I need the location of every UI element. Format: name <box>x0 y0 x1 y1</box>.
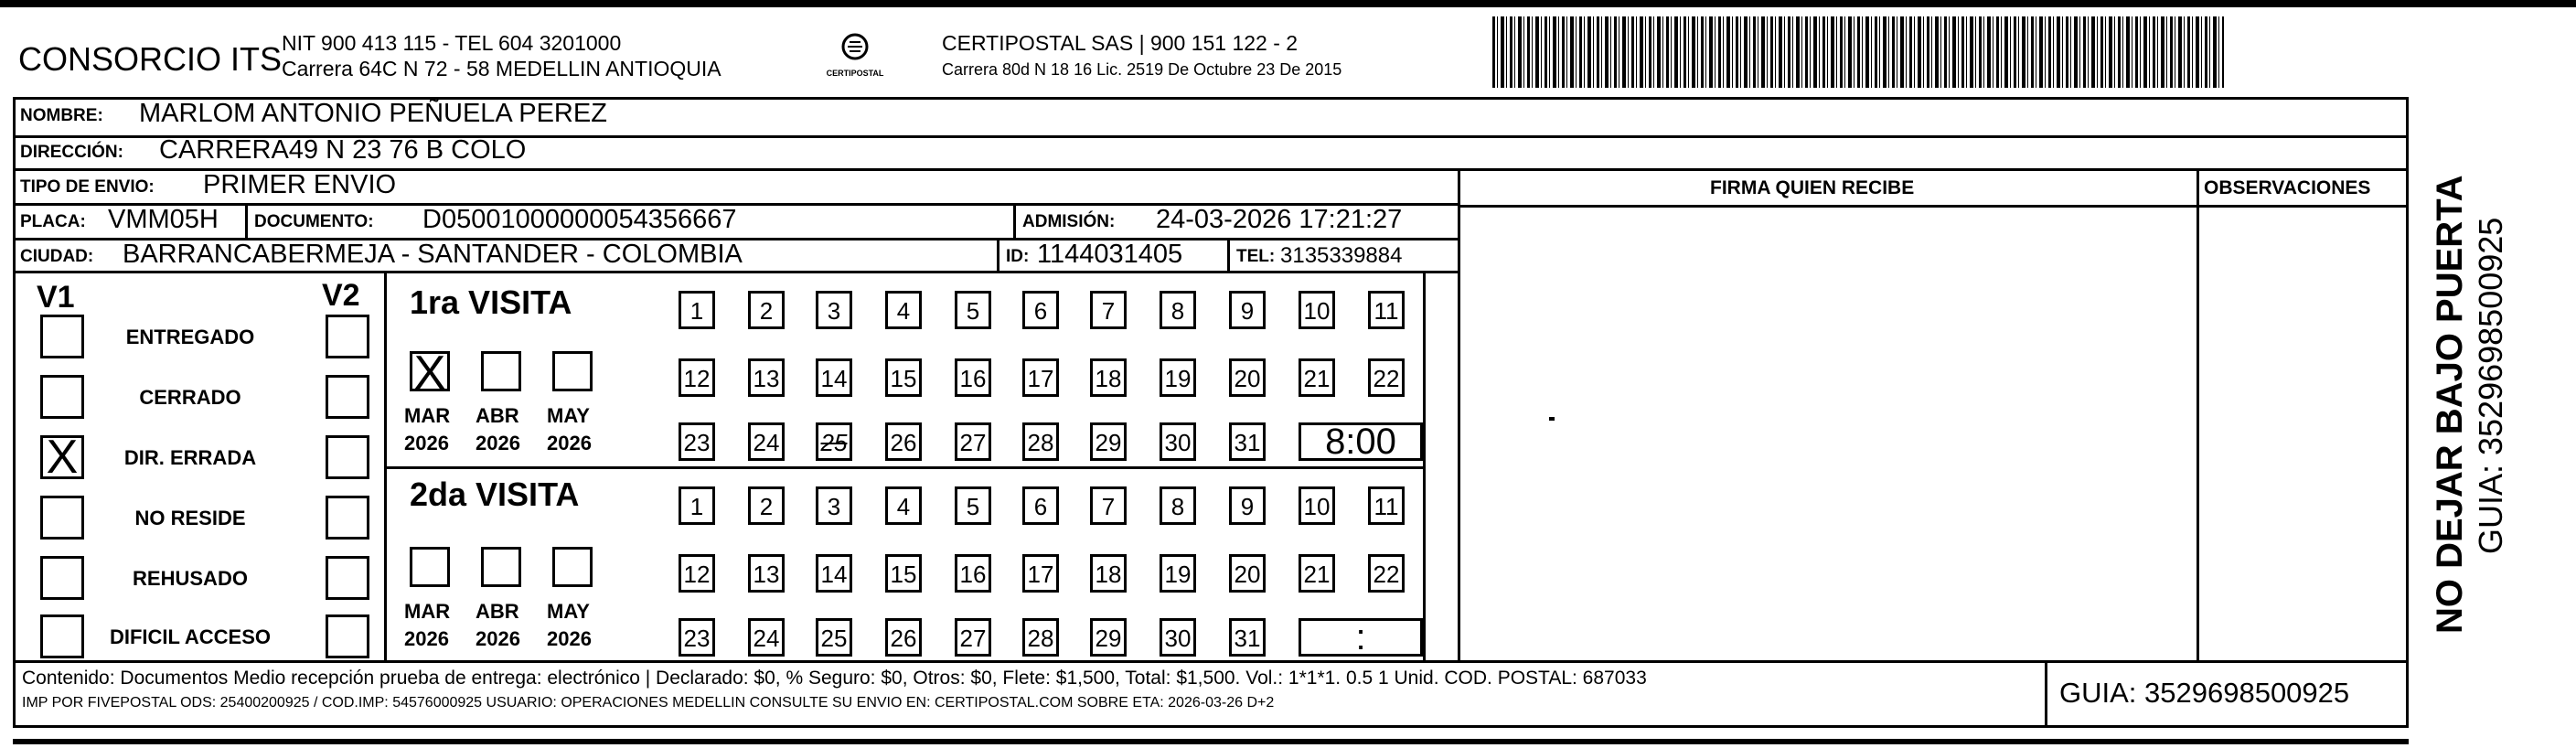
col-line <box>1013 203 1016 240</box>
first-visit-year-label: 2026 <box>547 432 592 454</box>
v1-checkbox[interactable] <box>40 375 84 419</box>
second-visit-day[interactable]: 6 <box>1022 486 1059 525</box>
second-visit-month-label: MAR <box>404 600 451 623</box>
v2-checkbox[interactable] <box>326 556 369 600</box>
row-line <box>13 271 1458 273</box>
tel-label: TEL: <box>1236 247 1276 266</box>
barcode <box>1492 16 2224 88</box>
second-visit-day[interactable]: 11 <box>1368 486 1405 525</box>
second-visit-day[interactable]: 10 <box>1299 486 1335 525</box>
placa-label: PLACA: <box>20 212 86 231</box>
first-visit-time-box[interactable]: 8:00 <box>1299 422 1423 461</box>
second-visit-month-checkbox[interactable] <box>552 547 593 587</box>
second-visit-day[interactable]: 28 <box>1022 618 1059 657</box>
logo-text: CERTIPOSTAL <box>826 69 884 78</box>
v1-label: V1 <box>37 280 75 315</box>
second-visit-day[interactable]: 27 <box>955 618 991 657</box>
second-visit-day[interactable]: 7 <box>1090 486 1127 525</box>
second-visit-day[interactable]: 4 <box>885 486 922 525</box>
second-visit-title: 2da VISITA <box>410 476 580 513</box>
first-visit-day[interactable]: 22 <box>1368 358 1405 397</box>
firma-header: FIRMA QUIEN RECIBE <box>1710 177 1915 198</box>
first-visit-month-label: MAR <box>404 404 451 427</box>
v2-label: V2 <box>322 278 360 313</box>
guia-box-line <box>2045 660 2047 728</box>
v2-checkbox[interactable] <box>326 614 369 658</box>
v1-checkbox[interactable]: X <box>40 435 84 479</box>
tel-value: 3135339884 <box>1280 243 1403 268</box>
second-visit-day[interactable]: 12 <box>679 554 715 593</box>
second-visit-year-label: 2026 <box>404 627 449 650</box>
v2-checkbox[interactable] <box>326 496 369 540</box>
v1-checkbox[interactable] <box>40 496 84 540</box>
first-visit-title: 1ra VISITA <box>410 283 572 321</box>
first-visit-day[interactable]: 10 <box>1299 291 1335 329</box>
status-label: CERRADO <box>139 386 241 409</box>
v2-checkbox[interactable] <box>326 375 369 419</box>
col-line <box>1458 168 1460 662</box>
status-label: DIR. ERRADA <box>123 446 257 469</box>
first-visit-day[interactable]: 20 <box>1229 358 1266 397</box>
nombre-value: MARLOM ANTONIO PEÑUELA PEREZ <box>139 99 607 128</box>
first-visit-day[interactable]: 27 <box>955 422 991 461</box>
first-visit-day[interactable]: 9 <box>1229 291 1266 329</box>
placa-value: VMM05H <box>108 205 219 234</box>
first-visit-day[interactable]: 19 <box>1160 358 1196 397</box>
second-visit-day[interactable]: 8 <box>1160 486 1196 525</box>
col-line <box>245 203 248 240</box>
second-visit-day[interactable]: 23 <box>679 618 715 657</box>
first-visit-day[interactable]: 29 <box>1090 422 1127 461</box>
first-visit-day[interactable]: 18 <box>1090 358 1127 397</box>
cert-line-1: CERTIPOSTAL SAS | 900 151 122 - 2 <box>942 31 1299 55</box>
row-line <box>1458 205 2409 208</box>
second-visit-day[interactable]: 21 <box>1299 554 1335 593</box>
tipo-envio-label: TIPO DE ENVIO: <box>20 177 155 197</box>
second-visit-day[interactable]: 2 <box>748 486 785 525</box>
second-visit-day[interactable]: 3 <box>816 486 852 525</box>
first-visit-day[interactable]: 3 <box>816 291 852 329</box>
second-visit-month-label: MAY <box>547 600 590 623</box>
row-line <box>13 660 2409 663</box>
second-visit-day[interactable]: 24 <box>748 618 785 657</box>
second-visit-day[interactable]: 1 <box>679 486 715 525</box>
first-visit-month-label: MAY <box>547 404 590 427</box>
v1-checkbox[interactable] <box>40 614 84 658</box>
second-visit-day[interactable]: 31 <box>1229 618 1266 657</box>
first-visit-day[interactable]: 6 <box>1022 291 1059 329</box>
company-nit: NIT 900 413 115 - TEL 604 3201000 <box>282 31 622 55</box>
bottom-border <box>13 739 2409 744</box>
visit-divider <box>384 466 1425 469</box>
first-visit-day[interactable]: 15 <box>885 358 922 397</box>
cert-line-2: Carrera 80d N 18 16 Lic. 2519 De Octubre 23 De 2015 <box>942 60 1342 79</box>
certipostal-logo <box>814 33 896 84</box>
first-visit-day[interactable]: 31 <box>1229 422 1266 461</box>
company-name: CONSORCIO ITS <box>18 40 283 78</box>
documento-label: DOCUMENTO: <box>254 212 374 231</box>
first-visit-day[interactable]: 30 <box>1160 422 1196 461</box>
first-visit-day[interactable]: 17 <box>1022 358 1059 397</box>
first-visit-month-checkbox[interactable]: X <box>410 351 450 391</box>
documento-value: D05001000000054356667 <box>422 205 737 234</box>
second-visit-day[interactable]: 29 <box>1090 618 1127 657</box>
first-visit-day[interactable]: 23 <box>679 422 715 461</box>
direccion-value: CARRERA49 N 23 76 B COLO <box>159 135 527 165</box>
signature-dot <box>1549 417 1555 421</box>
first-visit-day[interactable]: 16 <box>955 358 991 397</box>
nombre-label: NOMBRE: <box>20 106 103 125</box>
second-visit-day[interactable]: 26 <box>885 618 922 657</box>
col-line <box>2197 168 2199 662</box>
first-visit-day[interactable]: 21 <box>1299 358 1335 397</box>
first-visit-day[interactable]: 14 <box>816 358 852 397</box>
status-label: REHUSADO <box>133 567 248 590</box>
second-visit-day[interactable]: 18 <box>1090 554 1127 593</box>
second-visit-day[interactable]: 15 <box>885 554 922 593</box>
second-visit-day[interactable]: 16 <box>955 554 991 593</box>
status-label: DIFICIL ACCESO <box>109 625 271 648</box>
second-visit-time-box[interactable]: : <box>1299 618 1423 657</box>
v2-checkbox[interactable] <box>326 315 369 358</box>
first-visit-day[interactable]: 11 <box>1368 291 1405 329</box>
second-visit-day[interactable]: 9 <box>1229 486 1266 525</box>
admision-value: 24-03-2026 17:21:27 <box>1156 205 1403 234</box>
first-visit-day[interactable]: 28 <box>1022 422 1059 461</box>
status-label: ENTREGADO <box>125 326 255 348</box>
first-visit-year-label: 2026 <box>476 432 520 454</box>
side-warning: NO DEJAR BAJO PUERTA <box>2430 175 2470 634</box>
v1-checkbox[interactable] <box>40 315 84 358</box>
second-visit-day[interactable]: 19 <box>1160 554 1196 593</box>
second-visit-day[interactable]: 13 <box>748 554 785 593</box>
footer-guia: GUIA: 3529698500925 <box>2059 677 2350 709</box>
first-visit-day[interactable]: 4 <box>885 291 922 329</box>
col-line <box>997 238 999 272</box>
first-visit-day[interactable]: 26 <box>885 422 922 461</box>
footer-imp: IMP POR FIVEPOSTAL ODS: 25400200925 / COD.IMP: 54576000925 USUARIO: OPERACIONES MEDELLIN CONSULTE SU ENVIO EN: CERTIPOSTAL.COM SOBRE ETA: 2026-03-26 D+2 <box>22 695 1275 711</box>
second-visit-day[interactable]: 14 <box>816 554 852 593</box>
id-value: 1144031405 <box>1037 240 1183 269</box>
tipo-envio-value: PRIMER ENVIO <box>203 170 397 199</box>
first-visit-day[interactable]: 8 <box>1160 291 1196 329</box>
first-visit-month-checkbox[interactable] <box>481 351 521 391</box>
second-visit-year-label: 2026 <box>476 627 520 650</box>
first-visit-day[interactable]: 12 <box>679 358 715 397</box>
second-visit-year-label: 2026 <box>547 627 592 650</box>
first-visit-day[interactable]: 25 <box>816 422 852 461</box>
second-visit-month-checkbox[interactable] <box>410 547 450 587</box>
admision-label: ADMISIÓN: <box>1022 212 1116 231</box>
company-address: Carrera 64C N 72 - 58 MEDELLIN ANTIOQUIA <box>282 57 721 80</box>
status-label: NO RESIDE <box>134 507 246 529</box>
top-border <box>0 0 2576 7</box>
first-visit-month-label: ABR <box>476 404 519 427</box>
col-line <box>1227 238 1230 272</box>
logo-icon <box>837 33 873 64</box>
direccion-label: DIRECCIÓN: <box>20 143 123 162</box>
first-visit-day[interactable]: 24 <box>748 422 785 461</box>
first-visit-year-label: 2026 <box>404 432 449 454</box>
second-visit-day[interactable]: 20 <box>1229 554 1266 593</box>
v1-checkbox[interactable] <box>40 556 84 600</box>
observaciones-header: OBSERVACIONES <box>2204 177 2371 198</box>
second-visit-day[interactable]: 5 <box>955 486 991 525</box>
second-visit-day[interactable]: 30 <box>1160 618 1196 657</box>
v2-checkbox[interactable] <box>326 435 369 479</box>
first-visit-day[interactable]: 5 <box>955 291 991 329</box>
ciudad-label: CIUDAD: <box>20 247 94 266</box>
second-visit-day[interactable]: 22 <box>1368 554 1405 593</box>
side-guia: GUIA: 3529698500925 <box>2472 217 2509 554</box>
second-visit-day[interactable]: 25 <box>816 618 852 657</box>
first-visit-day[interactable]: 7 <box>1090 291 1127 329</box>
first-visit-month-checkbox[interactable] <box>552 351 593 391</box>
second-visit-month-label: ABR <box>476 600 519 623</box>
second-visit-month-checkbox[interactable] <box>481 547 521 587</box>
first-visit-day[interactable]: 2 <box>748 291 785 329</box>
second-visit-day[interactable]: 17 <box>1022 554 1059 593</box>
first-visit-day[interactable]: 13 <box>748 358 785 397</box>
id-label: ID: <box>1006 247 1030 266</box>
first-visit-day[interactable]: 1 <box>679 291 715 329</box>
ciudad-value: BARRANCABERMEJA - SANTANDER - COLOMBIA <box>123 240 743 269</box>
footer-content: Contenido: Documentos Medio recepción prueba de entrega: electrónico | Declarado: $0, % Seguro: $0, Otros: $0, Flete: $1,500, Total: $1,500. Vol.: 1*1*1. 0.5 1 Unid. COD. POSTAL: 687033 <box>22 668 1647 689</box>
